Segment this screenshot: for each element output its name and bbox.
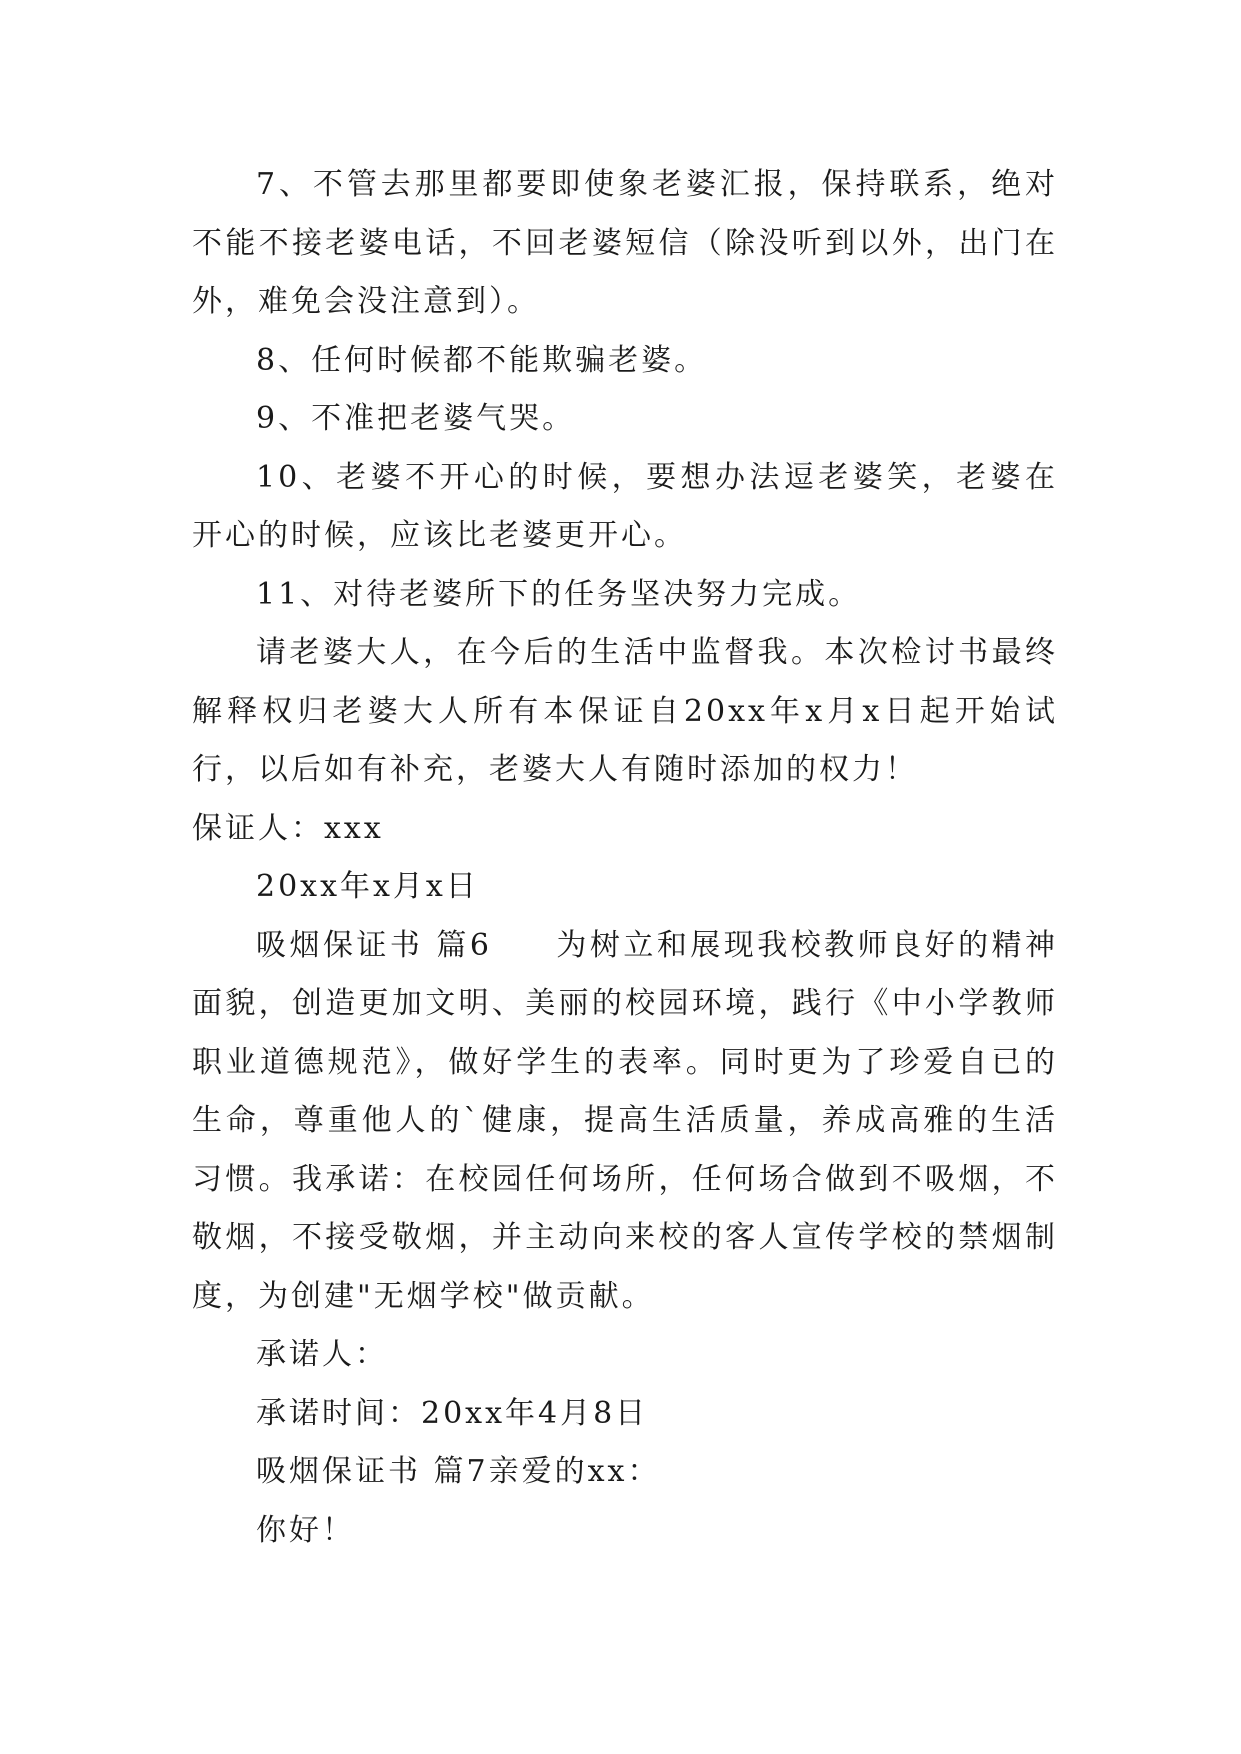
paragraph-item-11: 11、对待老婆所下的任务坚决努力完成。 xyxy=(256,576,862,612)
paragraph-item-7: 7、不管去那里都要即使象老婆汇报，保持联系，绝对不能不接老婆电话，不回老婆短信（除没听到以外，出门在外，难免会没注意到）。 xyxy=(192,167,1058,319)
paragraph-closing: 请老婆大人，在今后的生活中监督我。本次检讨书最终解释权归老婆大人所有本保证自20xx年x月x日起开始试行，以后如有补充，老婆大人有随时添加的权力！ xyxy=(192,635,1058,787)
document-body xyxy=(192,156,1058,1560)
section-7-heading: 吸烟保证书 篇7亲爱的xx： xyxy=(256,1454,661,1489)
section-6-body: 为树立和展现我校教师良好的精神面貌，创造更加文明、美丽的校园环境，践行《中小学教师职业道德规范》，做好学生的表率。同时更为了珍爱自已的生命，尊重他人的`健康，提高生活质量，养成高雅的生活习惯。我承诺：在校园任何场所，任何场合做到不吸烟，不敬烟，不接受敬烟，并主动向来校的客人宣传学校的禁烟制度，为创建"无烟学校"做贡献。 xyxy=(192,927,1059,1314)
promise-time-line: 承诺时间：20xx年4月8日 xyxy=(256,1395,649,1431)
paragraph-item-8: 8、任何时候都不能欺骗老婆。 xyxy=(256,342,708,378)
greeting-line: 你好！ xyxy=(256,1512,355,1548)
section-6-heading: 吸烟保证书 篇6 xyxy=(256,927,492,963)
paragraph-item-9: 9、不准把老婆气哭。 xyxy=(256,401,576,436)
promiser-line: 承诺人： xyxy=(256,1337,388,1372)
guarantor-line: 保证人：xxx xyxy=(192,810,384,846)
section-6-paragraph xyxy=(192,917,1058,1327)
paragraph-item-10: 10、老婆不开心的时候，要想办法逗老婆笑，老婆在开心的时候，应该比老婆更开心。 xyxy=(192,459,1058,553)
date-line: 20xx年x月x日 xyxy=(256,869,479,904)
